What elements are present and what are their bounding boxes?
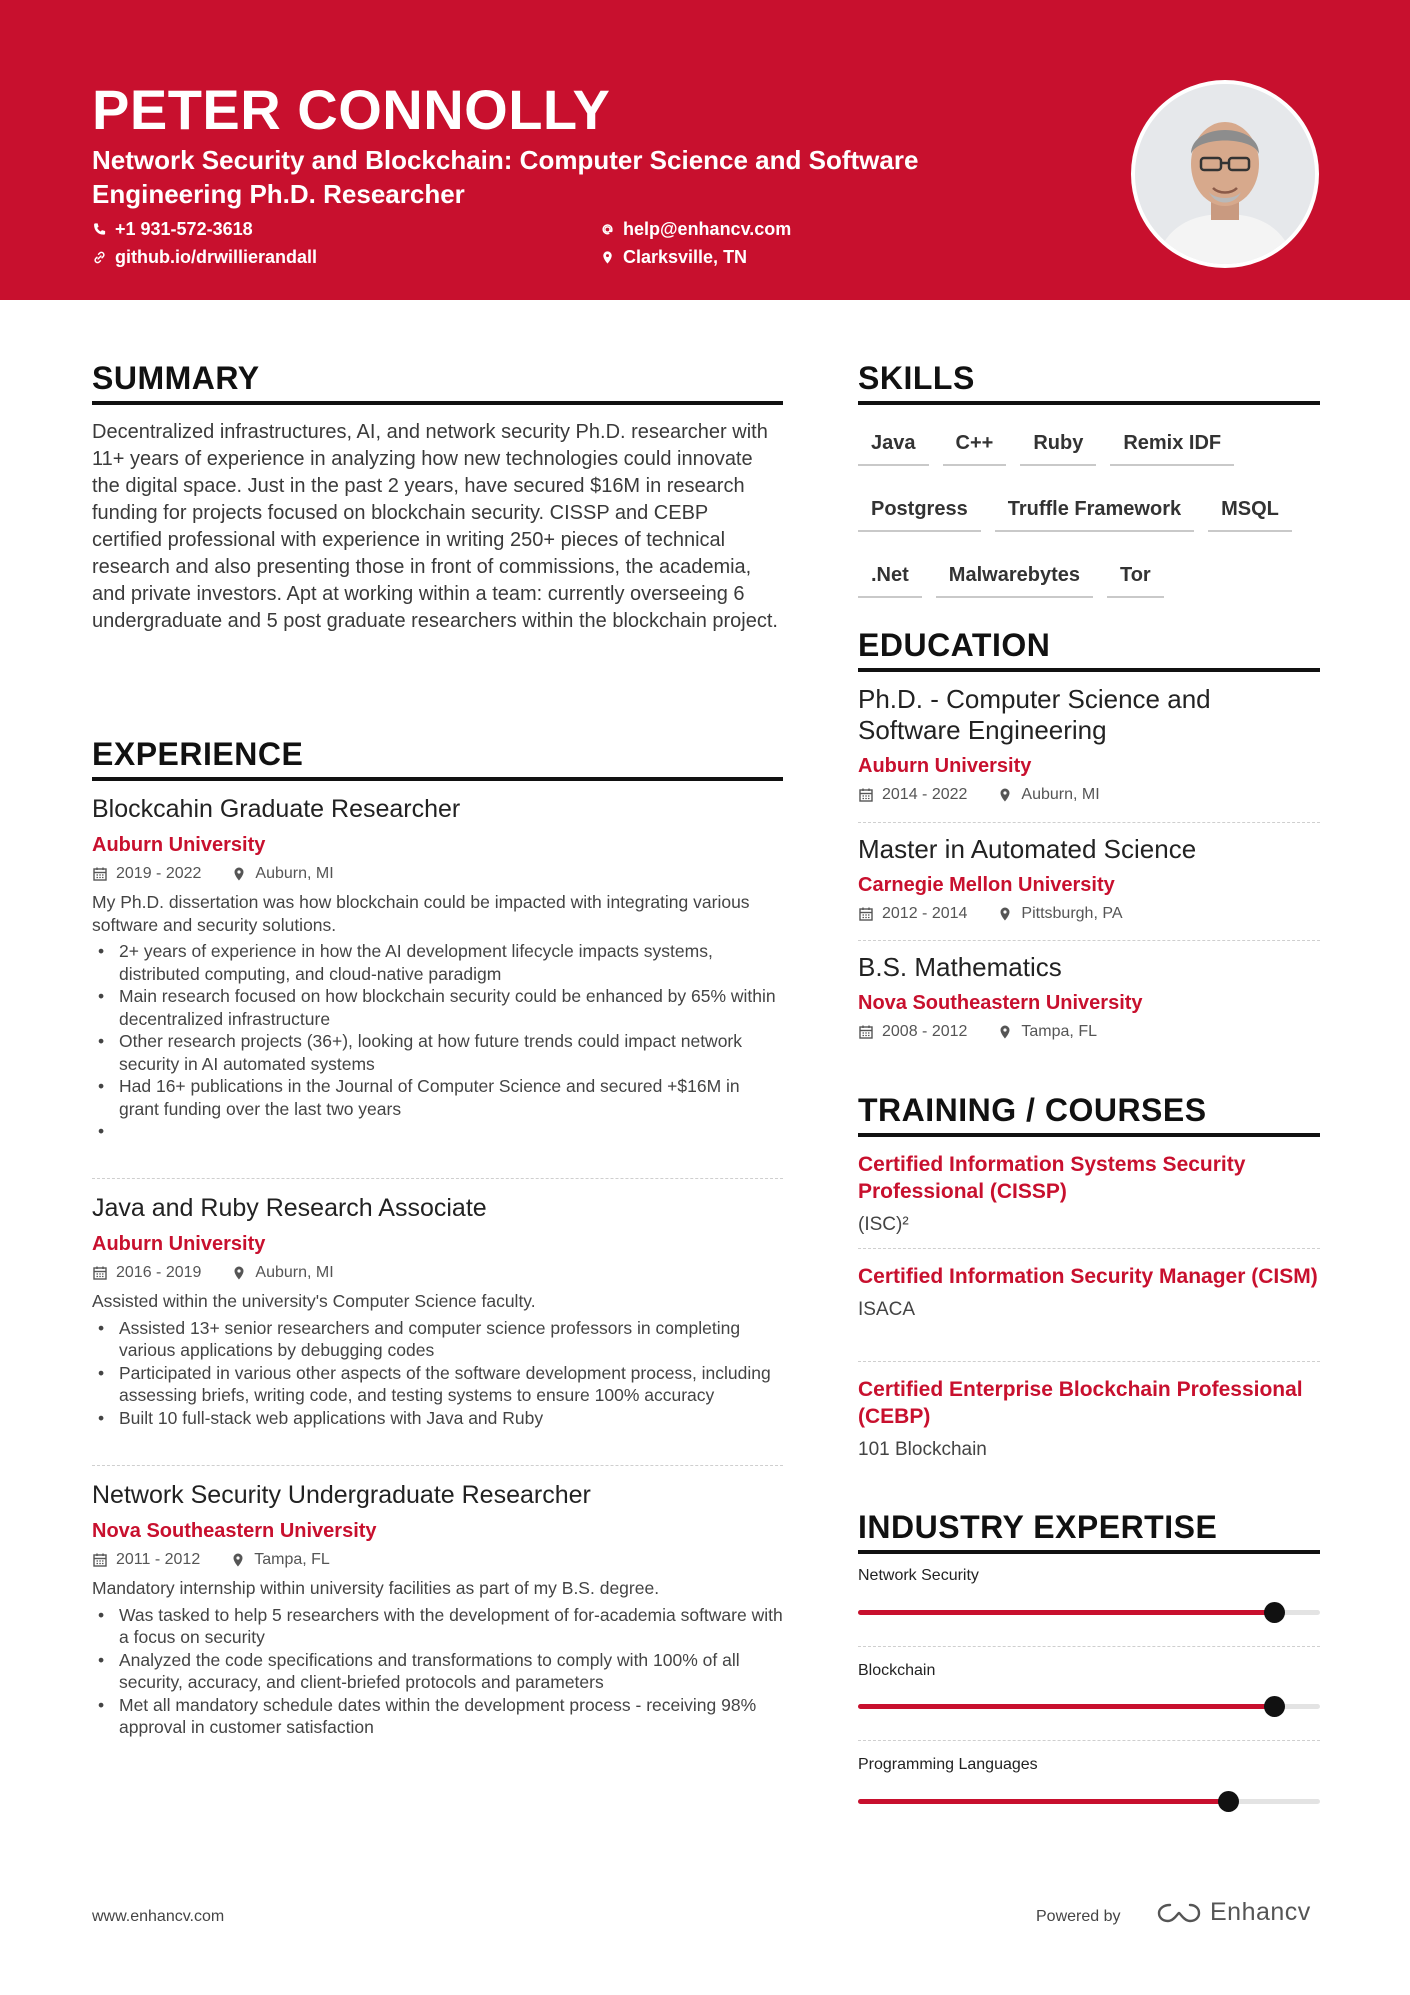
education-location: Pittsburgh, PA — [1021, 905, 1123, 922]
expertise-name: Programming Languages — [858, 1756, 1038, 1773]
course-provider: (ISC)² — [858, 1214, 909, 1235]
job-bullet: • Built 10 full-stack web applications with Java and Ruby — [92, 1407, 783, 1430]
link-text: github.io/drwillierandall — [115, 247, 318, 267]
training-rule — [858, 1133, 1320, 1137]
expertise-bar-fill — [858, 1704, 1274, 1709]
brand-name: Enhancv — [1210, 1898, 1311, 1926]
education-school: Nova Southeastern University — [858, 992, 1143, 1014]
education-rule — [858, 668, 1320, 672]
job-bullet: • Was tasked to help 5 researchers with the development of for-academia software with a focus on security — [92, 1604, 783, 1649]
expertise-bar-knob — [1264, 1696, 1285, 1717]
expertise-bar-knob — [1264, 1602, 1285, 1623]
education-location: Auburn, MI — [1021, 786, 1100, 803]
job-dates: 2016 - 2019 — [116, 1264, 202, 1281]
candidate-headline: Network Security and Blockchain: Computer Science and Software Engineering Ph.D. Researcher — [92, 145, 919, 209]
education-dates: 2008 - 2012 — [882, 1023, 968, 1040]
location-pin-icon — [997, 1024, 1013, 1040]
expertise-bar — [858, 1799, 1320, 1804]
job-bullet: • Participated in various other aspects of the software development process, including assessing briefs, writing code, and testing systems to ensure 100% accuracy — [92, 1362, 783, 1407]
job-bullets — [92, 1317, 783, 1430]
skill-tag: .Net — [858, 552, 922, 598]
expertise-divider — [858, 1646, 1320, 1647]
job-bullet: • Had 16+ publications in the Journal of Computer Science and secured +$16M in grant funding over the last two years — [92, 1075, 783, 1120]
location-pin-icon — [600, 250, 615, 265]
experience-item — [92, 1479, 783, 1739]
calendar-icon — [92, 1265, 108, 1281]
skills-list — [858, 420, 1320, 598]
job-organization: Auburn University — [92, 1233, 266, 1255]
job-bullets — [92, 940, 783, 1143]
calendar-icon — [858, 787, 874, 803]
at-icon — [600, 222, 615, 237]
education-degree: Ph.D. - Computer Science and Software Engineering — [858, 684, 1211, 745]
course-item — [858, 1263, 1320, 1322]
education-divider — [858, 822, 1320, 823]
job-dates: 2011 - 2012 — [116, 1551, 201, 1568]
job-meta — [92, 1549, 783, 1571]
contact-location — [600, 247, 747, 268]
education-school: Auburn University — [858, 755, 1032, 777]
job-location: Auburn, MI — [255, 865, 334, 882]
location-text: Clarksville, TN — [623, 247, 748, 267]
phone-text: +1 931-572-3618 — [115, 219, 253, 239]
education-school: Carnegie Mellon University — [858, 874, 1115, 896]
course-divider — [858, 1248, 1320, 1249]
contact-phone[interactable] — [92, 219, 253, 240]
calendar-icon — [858, 906, 874, 922]
education-meta — [858, 1021, 1320, 1043]
location-pin-icon — [231, 866, 247, 882]
skill-tag: Remix IDF — [1110, 420, 1234, 466]
contact-link[interactable] — [92, 247, 317, 268]
education-item — [858, 952, 1320, 1043]
job-bullet: • Analyzed the code specifications and transformations to comply with 100% of all security, accuracy, and client-briefed protocols and parameters — [92, 1649, 783, 1694]
contact-email[interactable] — [600, 219, 791, 240]
expertise-bar — [858, 1610, 1320, 1615]
summary-rule — [92, 401, 783, 405]
job-meta — [92, 863, 783, 885]
job-location: Auburn, MI — [255, 1264, 334, 1281]
job-bullet: • Main research focused on how blockchain security could be enhanced by 65% within decentralized infrastructure — [92, 985, 783, 1030]
location-pin-icon — [230, 1552, 246, 1568]
course-divider — [858, 1361, 1320, 1362]
profile-photo — [1131, 80, 1319, 268]
education-meta — [858, 903, 1320, 925]
job-location: Tampa, FL — [254, 1551, 330, 1568]
experience-rule — [92, 777, 783, 781]
expertise-bar — [858, 1704, 1320, 1709]
skill-tag: Malwarebytes — [936, 552, 1093, 598]
education-dates: 2012 - 2014 — [882, 905, 968, 922]
expertise-heading: INDUSTRY EXPERTISE — [858, 1509, 1218, 1545]
course-provider: ISACA — [858, 1299, 916, 1320]
skill-tag: Truffle Framework — [995, 486, 1194, 532]
expertise-bar-fill — [858, 1610, 1274, 1615]
job-description: Assisted within the university's Computer Science faculty. — [92, 1291, 536, 1311]
course-provider: 101 Blockchain — [858, 1439, 987, 1460]
skill-tag: Postgress — [858, 486, 981, 532]
course-name: Certified Information Systems Security Professional (CISSP) — [858, 1153, 1246, 1203]
skills-rule — [858, 401, 1320, 405]
job-bullet: • Assisted 13+ senior researchers and computer science professors in completing various applications by debugging codes — [92, 1317, 783, 1362]
expertise-rule — [858, 1550, 1320, 1554]
powered-by-label: Powered by — [1036, 1908, 1121, 1925]
phone-icon — [92, 222, 107, 237]
enhancv-logo[interactable] — [1156, 1898, 1311, 1927]
calendar-icon — [92, 866, 108, 882]
expertise-bar-fill — [858, 1799, 1228, 1804]
skills-heading: SKILLS — [858, 360, 975, 396]
job-dates: 2019 - 2022 — [116, 865, 202, 882]
education-item — [858, 834, 1320, 925]
education-divider — [858, 940, 1320, 941]
email-text: help@enhancv.com — [623, 219, 792, 239]
experience-item — [92, 793, 783, 1143]
job-description: My Ph.D. dissertation was how blockchain could be impacted with integrating various software and security solutions. — [92, 892, 750, 935]
education-item — [858, 684, 1320, 806]
experience-divider — [92, 1465, 783, 1466]
job-bullets — [92, 1604, 783, 1739]
expertise-divider — [858, 1740, 1320, 1741]
education-heading: EDUCATION — [858, 627, 1051, 663]
enhancv-logo-icon — [1156, 1901, 1202, 1925]
calendar-icon — [858, 1024, 874, 1040]
course-name: Certified Information Security Manager (CISM) — [858, 1265, 1318, 1288]
calendar-icon — [92, 1552, 108, 1568]
skill-tag: C++ — [943, 420, 1007, 466]
job-organization: Nova Southeastern University — [92, 1520, 377, 1542]
skill-tag: MSQL — [1208, 486, 1292, 532]
experience-item — [92, 1192, 783, 1429]
job-bullet: • Other research projects (36+), looking at how future trends could impact network security in AI automated systems — [92, 1030, 783, 1075]
job-bullet: • Met all mandatory schedule dates within the development process - receiving 98% approval in customer satisfaction — [92, 1694, 783, 1739]
summary-text: Decentralized infrastructures, AI, and network security Ph.D. researcher with 11+ years of experience in analyzing how new technologies could innovate the digital space. Just in the past 2 years, have secured $16M in research funding for projects focused on blockchain security. CISSP and CEBP certified professional with experience in writing 250+ pieces of technical research and also presenting those in front of commissions, the academia, and private investors. Apt at working within a team: currently overseeing 6 undergraduate and 5 post graduate researchers within the blockchain project. — [92, 421, 778, 632]
footer-url[interactable]: www.enhancv.com — [92, 1908, 225, 1925]
candidate-name: PETER CONNOLLY — [92, 78, 611, 141]
location-pin-icon — [997, 787, 1013, 803]
job-title: Blockcahin Graduate Researcher — [92, 795, 461, 823]
job-bullet: • 2+ years of experience in how the AI development lifecycle impacts systems, distributed computing, and cloud-native paradigm — [92, 940, 783, 985]
expertise-name: Network Security — [858, 1567, 979, 1584]
summary-heading: SUMMARY — [92, 360, 260, 396]
job-meta — [92, 1262, 783, 1284]
location-pin-icon — [231, 1265, 247, 1281]
expertise-bar-knob — [1218, 1791, 1239, 1812]
training-heading: TRAINING / COURSES — [858, 1092, 1207, 1128]
job-organization: Auburn University — [92, 834, 266, 856]
course-item — [858, 1376, 1320, 1462]
location-pin-icon — [997, 906, 1013, 922]
job-bullet — [92, 1120, 783, 1143]
skill-tag: Java — [858, 420, 929, 466]
skill-tag: Ruby — [1020, 420, 1096, 466]
course-name: Certified Enterprise Blockchain Professional (CEBP) — [858, 1378, 1303, 1428]
skill-tag: Tor — [1107, 552, 1164, 598]
experience-divider — [92, 1178, 783, 1179]
job-title: Network Security Undergraduate Researcher — [92, 1481, 591, 1509]
education-degree: B.S. Mathematics — [858, 952, 1062, 982]
job-title: Java and Ruby Research Associate — [92, 1194, 487, 1222]
expertise-name: Blockchain — [858, 1662, 936, 1679]
resume-header — [0, 0, 1410, 300]
education-degree: Master in Automated Science — [858, 834, 1197, 864]
course-item — [858, 1151, 1320, 1237]
portrait-image — [1135, 84, 1315, 264]
education-location: Tampa, FL — [1021, 1023, 1097, 1040]
job-description: Mandatory internship within university facilities as part of my B.S. degree. — [92, 1578, 660, 1598]
link-icon — [92, 250, 107, 265]
education-meta — [858, 784, 1320, 806]
experience-heading: EXPERIENCE — [92, 736, 304, 772]
education-dates: 2014 - 2022 — [882, 786, 968, 803]
